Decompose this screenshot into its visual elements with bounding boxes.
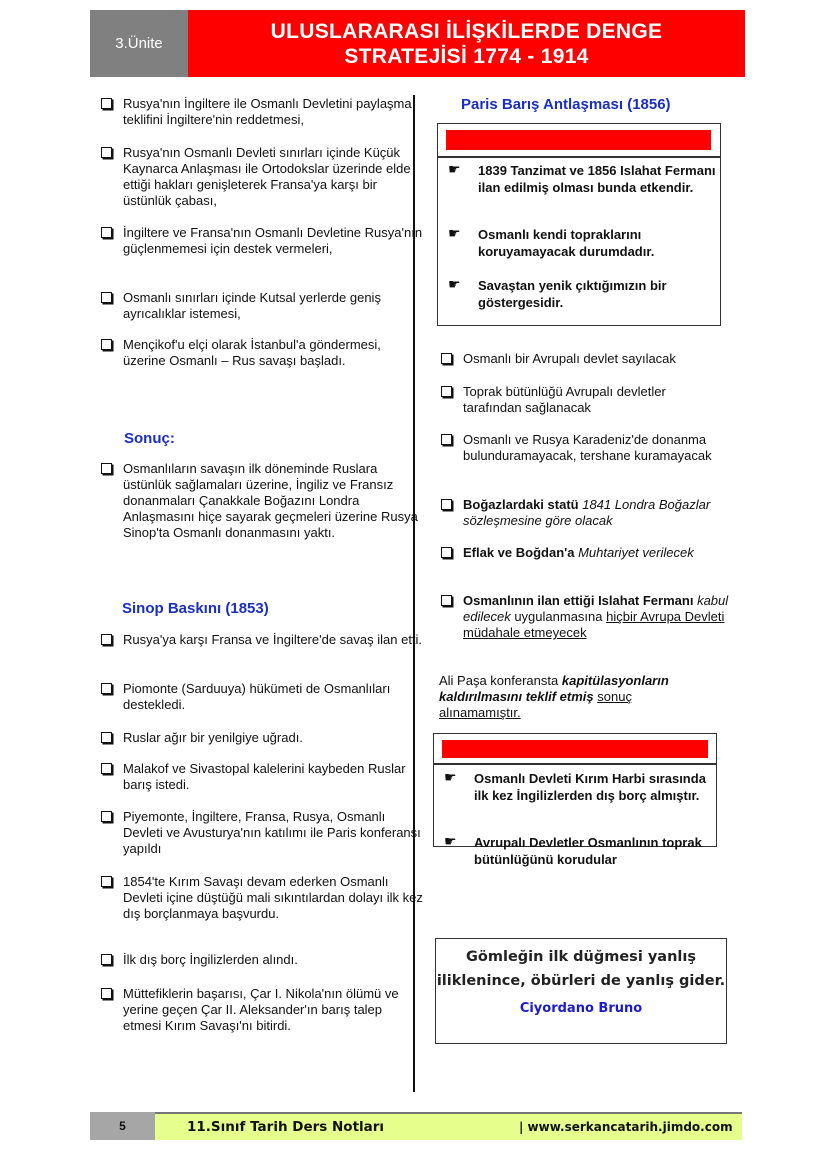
red-banner	[442, 740, 708, 758]
point-text: Osmanlı Devleti Kırım Harbi sırasında ilk kez İngilizlerden dış borç almıştır.	[474, 771, 706, 803]
item-text: 1854'te Kırım Savaşı devam ederken Osmanlı Devleti içine düştüğü mali sıkıntılardan dolayı ilk kez dış borçlanmaya başvurdu.	[123, 874, 423, 921]
checkbox-bullet-icon	[441, 353, 452, 364]
footer-bar	[155, 1112, 742, 1140]
list-item	[439, 351, 763, 367]
paris-heading: Paris Barış Antlaşması (1856)	[461, 96, 671, 113]
item-text: İngiltere ve Fransa'nın Osmanlı Devletine Rusya'nın güçlenmemesi için destek vermeleri,	[123, 225, 423, 256]
item-text: İlk dış borç İngilizlerden alındı.	[123, 952, 298, 967]
list-item	[99, 952, 423, 968]
item-bold-text: Eflak ve Boğdan'a	[463, 545, 575, 560]
info-box-2	[433, 733, 717, 867]
pointing-hand-icon: ☛	[444, 833, 457, 849]
item-text: Osmanlı sınırları içinde Kutsal yerlerde geniş ayrıcalıklar istemesi,	[123, 290, 381, 321]
sinop-heading: Sinop Baskını (1853)	[122, 600, 269, 617]
list-item	[99, 225, 423, 257]
checkbox-bullet-icon	[101, 732, 112, 743]
box-separator	[434, 763, 716, 765]
list-item	[439, 545, 763, 561]
point-text: 1839 Tanzimat ve 1856 Islahat Fermanı ilan edilmiş olması bunda etkendir.	[478, 163, 716, 195]
pointing-hand-icon: ☛	[448, 161, 461, 177]
item-text: Osmanlıların savaşın ilk döneminde Ruslara üstünlük sağlamaları üzerine, İngiliz ve Fransız donanmaları Çanakkale Boğazını Londra Anlaşmasını hiçe sayarak geçmeleri üzerine Rusya Sinop'ta Osmanlı donanmasını yaktı.	[123, 461, 418, 540]
footer-title: 11.Sınıf Tarih Ders Notları	[187, 1119, 385, 1135]
list-item	[99, 337, 423, 369]
checkbox-bullet-icon	[101, 463, 112, 474]
checkbox-bullet-icon	[441, 386, 452, 397]
checkbox-bullet-icon	[101, 876, 112, 887]
list-item	[99, 761, 423, 793]
list-item	[99, 145, 423, 209]
checkbox-bullet-icon	[441, 595, 452, 606]
checkbox-bullet-icon	[101, 227, 112, 238]
checkbox-bullet-icon	[101, 339, 112, 350]
title-line-2: STRATEJİSİ 1774 - 1914	[344, 44, 589, 68]
item-italic-text: kabul edilecek	[463, 593, 729, 624]
item-text: Rusya'ya karşı Fransa ve İngiltere'de savaş ilan etti.	[123, 632, 423, 647]
pointing-hand-icon: ☛	[448, 276, 461, 292]
quote-box	[435, 938, 727, 1044]
checkbox-bullet-icon	[441, 499, 452, 510]
checkbox-bullet-icon	[101, 811, 112, 822]
checkbox-bullet-icon	[441, 434, 452, 445]
list-item	[99, 986, 423, 1034]
item-text: Piyemonte, İngiltere, Fransa, Rusya, Osmanlı Devleti ve Avusturya'nın katılımı ile Paris konferansı yapıldı	[123, 809, 421, 856]
item-italic-text: 1841 Londra Boğazlar sözleşmesine göre olacak	[463, 497, 711, 528]
item-text: Piomonte (Sarduuya) hükümeti de Osmanlıları destekledi.	[123, 681, 391, 712]
checkbox-bullet-icon	[101, 954, 112, 965]
title-line-1: ULUSLARARASI İLİŞKİLERDE DENGE	[270, 19, 663, 43]
checkbox-bullet-icon	[101, 988, 112, 999]
checkbox-bullet-icon	[101, 292, 112, 303]
checkbox-bullet-icon	[101, 683, 112, 694]
point-text: Avrupalı Devletler Osmanlının toprak bütünlüğünü korudular	[474, 835, 702, 867]
result-heading: Sonuç:	[124, 430, 175, 447]
item-bold-text: Boğazlardaki statü	[463, 497, 579, 512]
list-item	[439, 384, 713, 416]
point-text: Osmanlı kendi topraklarını koruyamayacak durumdadır.	[478, 227, 655, 259]
box-point	[444, 771, 714, 804]
info-box-1	[437, 123, 721, 326]
list-item	[99, 874, 423, 922]
box-point	[448, 278, 718, 311]
item-text: Malakof ve Sivastopal kalelerini kaybeden Ruslar barış istedi.	[123, 761, 406, 792]
checkbox-bullet-icon	[101, 147, 112, 158]
page-number: 5	[90, 1112, 155, 1140]
page-title	[188, 10, 745, 77]
item-bold-text: Osmanlının ilan ettiği Islahat Fermanı	[463, 593, 694, 608]
checkbox-bullet-icon	[101, 98, 112, 109]
footer-url[interactable]: | www.serkancatarih.jimdo.com	[519, 1120, 733, 1134]
note-paragraph	[439, 673, 709, 721]
item-text: Rusya'nın Osmanlı Devleti sınırları içinde Küçük Kaynarca Anlaşması ile Ortodokslar üzerinde elde ettiği hakları genişleterek Fransa'ya karşı bir üstünlük çabası,	[123, 145, 411, 208]
box-point	[448, 227, 718, 260]
box-point	[444, 835, 714, 868]
list-item	[439, 593, 753, 641]
list-item	[99, 461, 423, 541]
quote-text: Gömleğin ilk düğmesi yanlış iliklenince, öbürleri de yanlış gider.	[436, 949, 726, 989]
item-italic-text: Muhtariyet verilecek	[578, 545, 694, 560]
item-text: Osmanlı ve Rusya Karadeniz'de donanma bulunduramayacak, tershane kuramayacak	[463, 432, 712, 463]
item-text: Toprak bütünlüğü Avrupalı devletler tarafından sağlanacak	[463, 384, 666, 415]
list-item	[99, 809, 423, 857]
point-text: Savaştan yenik çıktığımızın bir göstergesidir.	[478, 278, 667, 310]
list-item	[439, 497, 763, 529]
list-item	[99, 730, 423, 746]
box-point	[448, 163, 718, 196]
checkbox-bullet-icon	[101, 763, 112, 774]
red-banner	[446, 130, 711, 150]
item-text: Osmanlı bir Avrupalı devlet sayılacak	[463, 351, 676, 366]
box-separator	[438, 156, 720, 158]
item-text: Ruslar ağır bir yenilgiye uğradı.	[123, 730, 303, 745]
checkbox-bullet-icon	[101, 634, 112, 645]
quote-author: Ciyordano Bruno	[519, 1001, 643, 1016]
list-item	[99, 96, 423, 128]
item-underlined-text: hiçbir Avrupa Devleti müdahale etmeyecek	[463, 609, 725, 640]
item-text: uygulanmasına	[514, 609, 603, 624]
item-text: Müttefiklerin başarısı, Çar I. Nikola'nın ölümü ve yerine geçen Çar II. Aleksander'ın barış talep etmesi Kırım Savaşı'nı bitirdi.	[123, 986, 399, 1033]
pointing-hand-icon: ☛	[448, 225, 461, 241]
note-text: Ali Paşa konferansta	[439, 673, 559, 688]
item-text: Rusya'nın İngiltere ile Osmanlı Devletini paylaşma teklifini İngiltere'nin reddetmesi,	[123, 96, 412, 127]
checkbox-bullet-icon	[441, 547, 452, 558]
list-item	[99, 290, 423, 322]
unit-label: 3.Ünite	[90, 10, 188, 77]
note-underlined: sonuç alınamamıştır.	[439, 689, 632, 720]
item-text: Mençikof'u elçi olarak İstanbul'a göndermesi, üzerine Osmanlı – Rus savaşı başladı.	[123, 337, 381, 368]
note-emphasis: kapitülasyonların kaldırılmasını teklif etmiş	[439, 673, 669, 704]
list-item	[99, 681, 423, 713]
list-item	[439, 432, 743, 464]
list-item	[99, 632, 423, 648]
pointing-hand-icon: ☛	[444, 769, 457, 785]
